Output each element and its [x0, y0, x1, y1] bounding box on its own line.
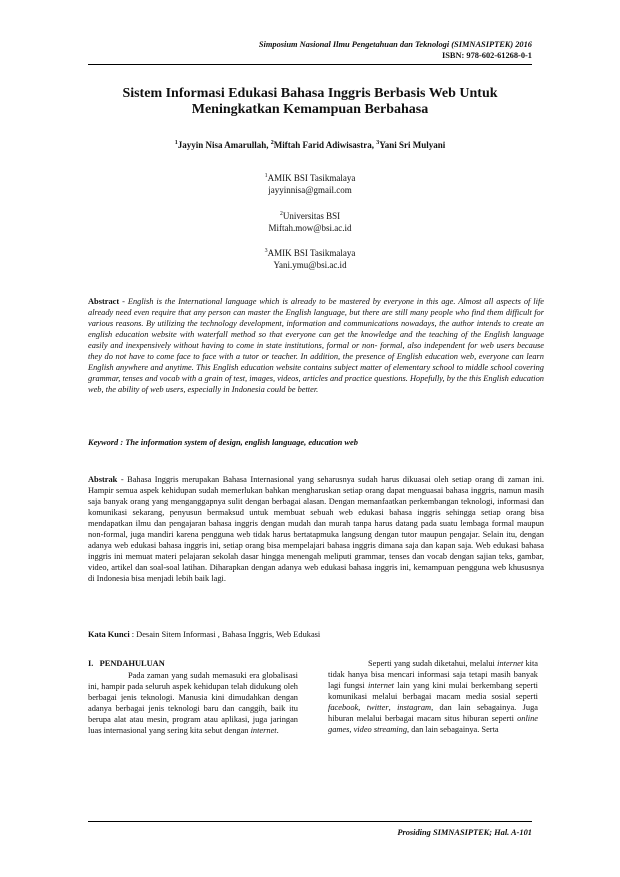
intro-left-text: Pada zaman yang sudah memasuki era globalisasi ini, hampir pada seluruh aspek kehidupan telah didukung oleh berbagai jenis teknologi. Manusia kini dimudahkan dengan adanya berbagai jenis teknologi baru dan canggih, baik itu berupa alat atau mesin, program atau aplikasi, juga jaringan luas internasional yang sering kita sebut dengan [88, 671, 298, 736]
author-1-sup: 1 [174, 140, 178, 146]
author-2-sup: 2 [270, 140, 274, 146]
abstract-english [88, 296, 544, 395]
keywords-en-label: Keyword [88, 438, 121, 447]
abstract-id-text: - Bahasa Inggris merupakan Bahasa Internasional yang seharusnya sudah harus dikuasai oleh setiap orang di zaman ini. Hampir semua aspek kehidupan sudah memerlukan bahkan mengharuskan setiap orang dapat menguasai bahasa inggris, namun masih saja banyak orang yang menganggapnya sulit dengan berbagai alasan. Dengan memanfaatkan perkembangan teknologi, informasi dan komunikasi sekarang, penyusun bermaksud untuk membuat sebuah web edukasi bahasa inggris sehingga setiap orang bisa mendapatkan ilmu dan pengajaran bahasa inggris dengan mudah dan murah tanpa harus datang pada suatu lembaga formal maupun non-formal, juga mandiri karena pengguna web tidak harus bertatapmuka langsung dengan tutor maupun pengajar. Selain itu, dengan adanya web edukasi bahasa inggris ini, setiap orang bisa mempelajari bahasa inggris dimana saja dan kapan saja. Web edukasi bahasa inggris ini memuat materi pelajaran sekolah dasar hingga menengah meliputi grammar, tenses dan vocab dengan sajian teks, gambar, video, artikel dan soal-soal latihan. Diharapkan dengan adanya web edukasi bahasa inggris ini, kemampuan pengguna web khususnya di Indonesia bisa menjadi lebih baik lagi. [88, 475, 544, 584]
intro-right-fragment: , [388, 703, 398, 713]
affiliation-3 [88, 245, 532, 271]
intro-right-em: facebook [328, 703, 359, 713]
affiliation-3-inst: AMIK BSI Tasikmalaya [267, 248, 356, 258]
page-footer: Prosiding SIMNASIPTEK; Hal. A-101 [397, 828, 532, 837]
abstract-id-label: Abstrak [88, 475, 118, 484]
intro-left-end: . [276, 726, 279, 736]
intro-right-em: online games [328, 714, 538, 735]
keywords-en-text: : The information system of design, english language, education web [120, 438, 358, 447]
isbn-header: ISBN: 978-602-61268-0-1 [441, 51, 532, 60]
intro-right-fragment: lain yang kini mulai berkembang seperti komunikasi melalui berbagai macam media sosial seperti [328, 681, 539, 702]
affiliation-3-sup: 3 [264, 248, 268, 254]
author-3-sup: 3 [376, 140, 380, 146]
abstract-en-text: - English is the International language which is already to be mastered by everyone in this age. Almost all aspects of life already need even require that any person can master the English language, but there are still many people who find them difficult for various reasons. By utilizing the technology development, information and communications nowadays, the author intends to create an english education website with waterfall method so that everyone can get the knowledge and the teaching of the English language easily and inexpensively without having to come in state institutions, formal or non- formal, also independent for web users because they do not have to come face to face with a tutor or teacher. In addition, the presence of English education web, everyone can learn English anywhere and anytime. This English education website contains subject matter of elementary school to middle school covering grammar, tenses and vocab with a grain of test, images, videos, articles and practice questions. Hopefully, by the this English education web, the ability of web users, especially in Indonesia could be better. [88, 297, 544, 395]
author-2-name: Miftah Farid Adiwisastra, [273, 140, 377, 150]
affiliation-2-email: Miftah.mow@bsi.ac.id [268, 223, 352, 233]
keywords-id-text: : Desain Sitem Informasi , Bahasa Inggris, Web Edukasi [129, 630, 321, 639]
author-list [88, 140, 532, 150]
affiliation-3-email: Yani.ymu@bsi.ac.id [273, 260, 347, 270]
intro-right-fragment: , dan lain sebagainya. Juga hiburan melalui berbagai macam situs hiburan seperti [328, 703, 538, 724]
conference-header: Simposium Nasional Ilmu Pengetahuan dan Teknologi (SIMNASIPTEK) 2016 [258, 40, 532, 49]
affiliation-2-sup: 2 [279, 211, 283, 217]
author-3-name: Yani Sri Mulyani [379, 140, 446, 150]
intro-right-text [328, 659, 538, 734]
intro-right-em: twitter [366, 703, 389, 713]
intro-right-fragment: , [349, 725, 354, 735]
intro-right-fragment: , dan lain sebagainya. Serta [407, 725, 499, 735]
header-rule [88, 64, 532, 65]
affiliation-2 [88, 208, 532, 234]
paper-title [88, 86, 532, 118]
affiliation-1-sup: 1 [264, 173, 268, 179]
affiliation-1 [88, 170, 532, 196]
abstract-indonesian [88, 474, 544, 584]
section-heading-introduction: I. PENDAHULUAN [88, 659, 165, 668]
abstract-en-label: Abstract [88, 297, 120, 306]
intro-right-em: instagram [397, 703, 432, 713]
intro-right-em: internet [367, 681, 395, 691]
intro-right-em: video streaming [353, 725, 408, 735]
keywords-indonesian [88, 629, 544, 640]
intro-right-fragment: kita tidak hanya bisa mencari informasi saja tetapi masih banyak lagi fungsi [328, 659, 539, 691]
intro-left-em: internet [250, 726, 277, 736]
footer-rule [88, 821, 532, 822]
column-left [88, 658, 298, 736]
affiliation-1-email: jayyinnisa@gmail.com [268, 185, 352, 195]
title-line-1: Sistem Informasi Edukasi Bahasa Inggris Berbasis Web Untuk [122, 86, 498, 101]
intro-right-fragment: Seperti yang sudah diketahui, melalui [368, 659, 498, 668]
title-line-2: Meningkatkan Kemampuan Berbahasa [191, 102, 429, 117]
affiliation-2-inst: Universitas BSI [282, 211, 341, 221]
column-right [328, 658, 538, 735]
intro-right-fragment: , [358, 703, 367, 713]
keywords-english [88, 437, 544, 448]
author-1-name: Jayyin Nisa Amarullah, [177, 140, 271, 150]
affiliation-1-inst: AMIK BSI Tasikmalaya [267, 173, 356, 183]
keywords-id-label: Kata Kunci [88, 630, 130, 639]
intro-right-em: internet [497, 659, 524, 668]
